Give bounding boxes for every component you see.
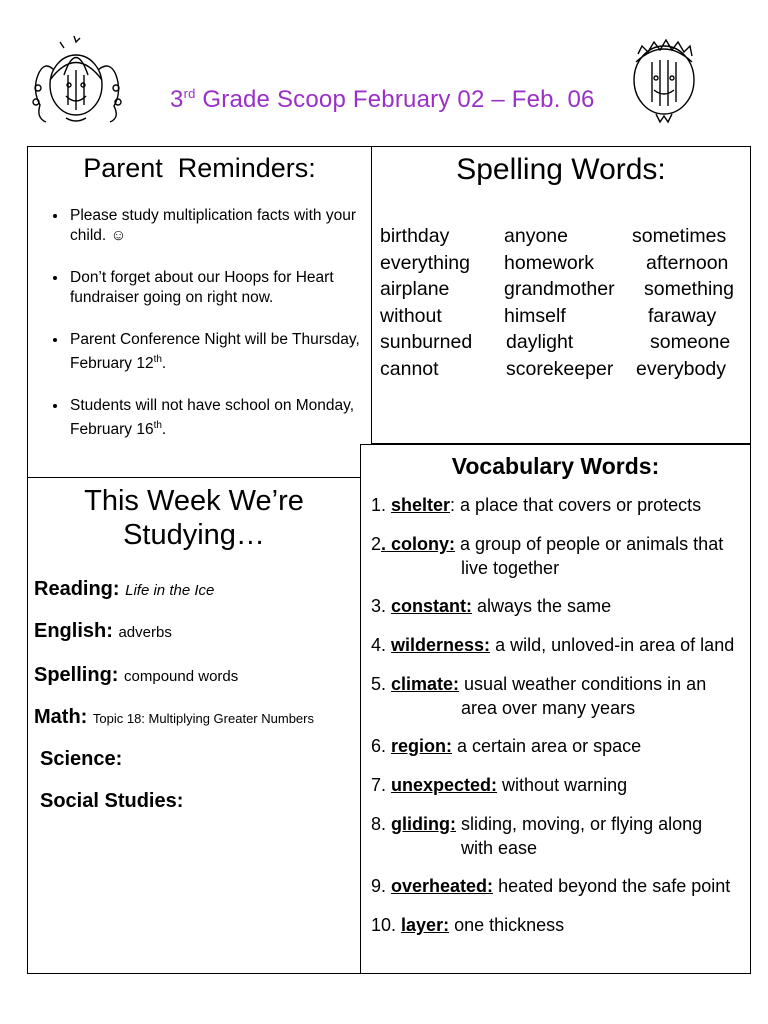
subject-spelling: Spelling: compound words — [34, 664, 239, 686]
girl-face-clipart-right — [626, 32, 702, 124]
spelling-word: everybody — [636, 357, 726, 380]
spelling-word: everything — [380, 251, 470, 274]
spelling-row — [380, 225, 740, 252]
spelling-word: afternoon — [646, 251, 729, 274]
subject-english: English: adverbs — [34, 620, 172, 642]
studying-heading-line2: Studying… — [123, 519, 265, 551]
spelling-word: sometimes — [632, 225, 727, 247]
studying-box — [27, 477, 361, 974]
spelling-word: someone — [650, 331, 731, 353]
spelling-word: himself — [504, 304, 566, 327]
vocab-item: 4. wilderness: a wild, unloved-in area of land — [371, 635, 735, 655]
vocab-item: 5. climate: usual weather conditions in an area over many years — [371, 674, 707, 718]
vocab-item: 9. overheated: heated beyond the safe point — [371, 876, 731, 896]
vocabulary-box — [360, 444, 751, 974]
reminder-item: • Don’t forget about our Hoops for Heart fundraiser going on right now. — [68, 268, 371, 308]
subject-reading: Reading: Life in the Ice — [34, 578, 215, 600]
spelling-word: homework — [504, 251, 594, 274]
spelling-row — [380, 358, 740, 385]
parent-reminders-box — [27, 146, 372, 478]
subject-social-studies: Social Studies: — [40, 790, 184, 812]
reminder-item: • Please study multiplication facts with your child. ☺ — [68, 206, 371, 246]
spelling-word: scorekeeper — [506, 357, 614, 380]
reminder-item: • Students will not have school on Monday, February 16th. — [68, 396, 371, 440]
vocab-item: 6. region: a certain area or space — [371, 736, 642, 756]
spelling-word-grid — [380, 225, 740, 384]
spelling-word: cannot — [380, 357, 439, 380]
spelling-words-box — [371, 146, 751, 444]
spelling-words-heading: Spelling Words: — [456, 153, 666, 186]
subject-science: Science: — [40, 748, 123, 770]
spelling-word: without — [380, 304, 442, 327]
newsletter-title: 3rd Grade Scoop February 02 – Feb. 06 — [170, 86, 595, 113]
vocab-item: 7. unexpected: without warning — [371, 775, 628, 795]
spelling-row — [380, 331, 740, 358]
spelling-row — [380, 252, 740, 279]
vocab-item: 3. constant: always the same — [371, 596, 612, 616]
spelling-row — [380, 278, 740, 305]
vocabulary-heading: Vocabulary Words: — [451, 453, 660, 479]
vocab-item: 8. gliding: sliding, moving, or flying along with ease — [371, 814, 703, 858]
girl-face-clipart-left — [24, 30, 128, 126]
vocab-item: 2. colony: a group of people or animals that live together — [371, 534, 724, 578]
reminders-list — [28, 206, 371, 440]
spelling-word: airplane — [380, 278, 450, 300]
spelling-word: anyone — [504, 225, 568, 247]
spelling-row — [380, 305, 740, 332]
subject-math: Math: Topic 18: Multiplying Greater Numbers — [34, 706, 314, 728]
studying-heading-line1: This Week We’re — [84, 485, 304, 517]
spelling-word: daylight — [506, 331, 574, 353]
spelling-word: birthday — [380, 225, 450, 247]
reminder-item: • Parent Conference Night will be Thursday, February 12th. — [68, 330, 371, 374]
vocab-item: 1. shelter: a place that covers or protects — [371, 495, 702, 515]
spelling-word: sunburned — [380, 331, 473, 353]
spelling-word: faraway — [648, 304, 717, 327]
spelling-word: grandmother — [504, 278, 615, 300]
spelling-word: something — [644, 278, 734, 300]
parent-reminders-heading: Parent Reminders: — [83, 153, 316, 183]
vocab-item: 10. layer: one thickness — [371, 915, 565, 935]
